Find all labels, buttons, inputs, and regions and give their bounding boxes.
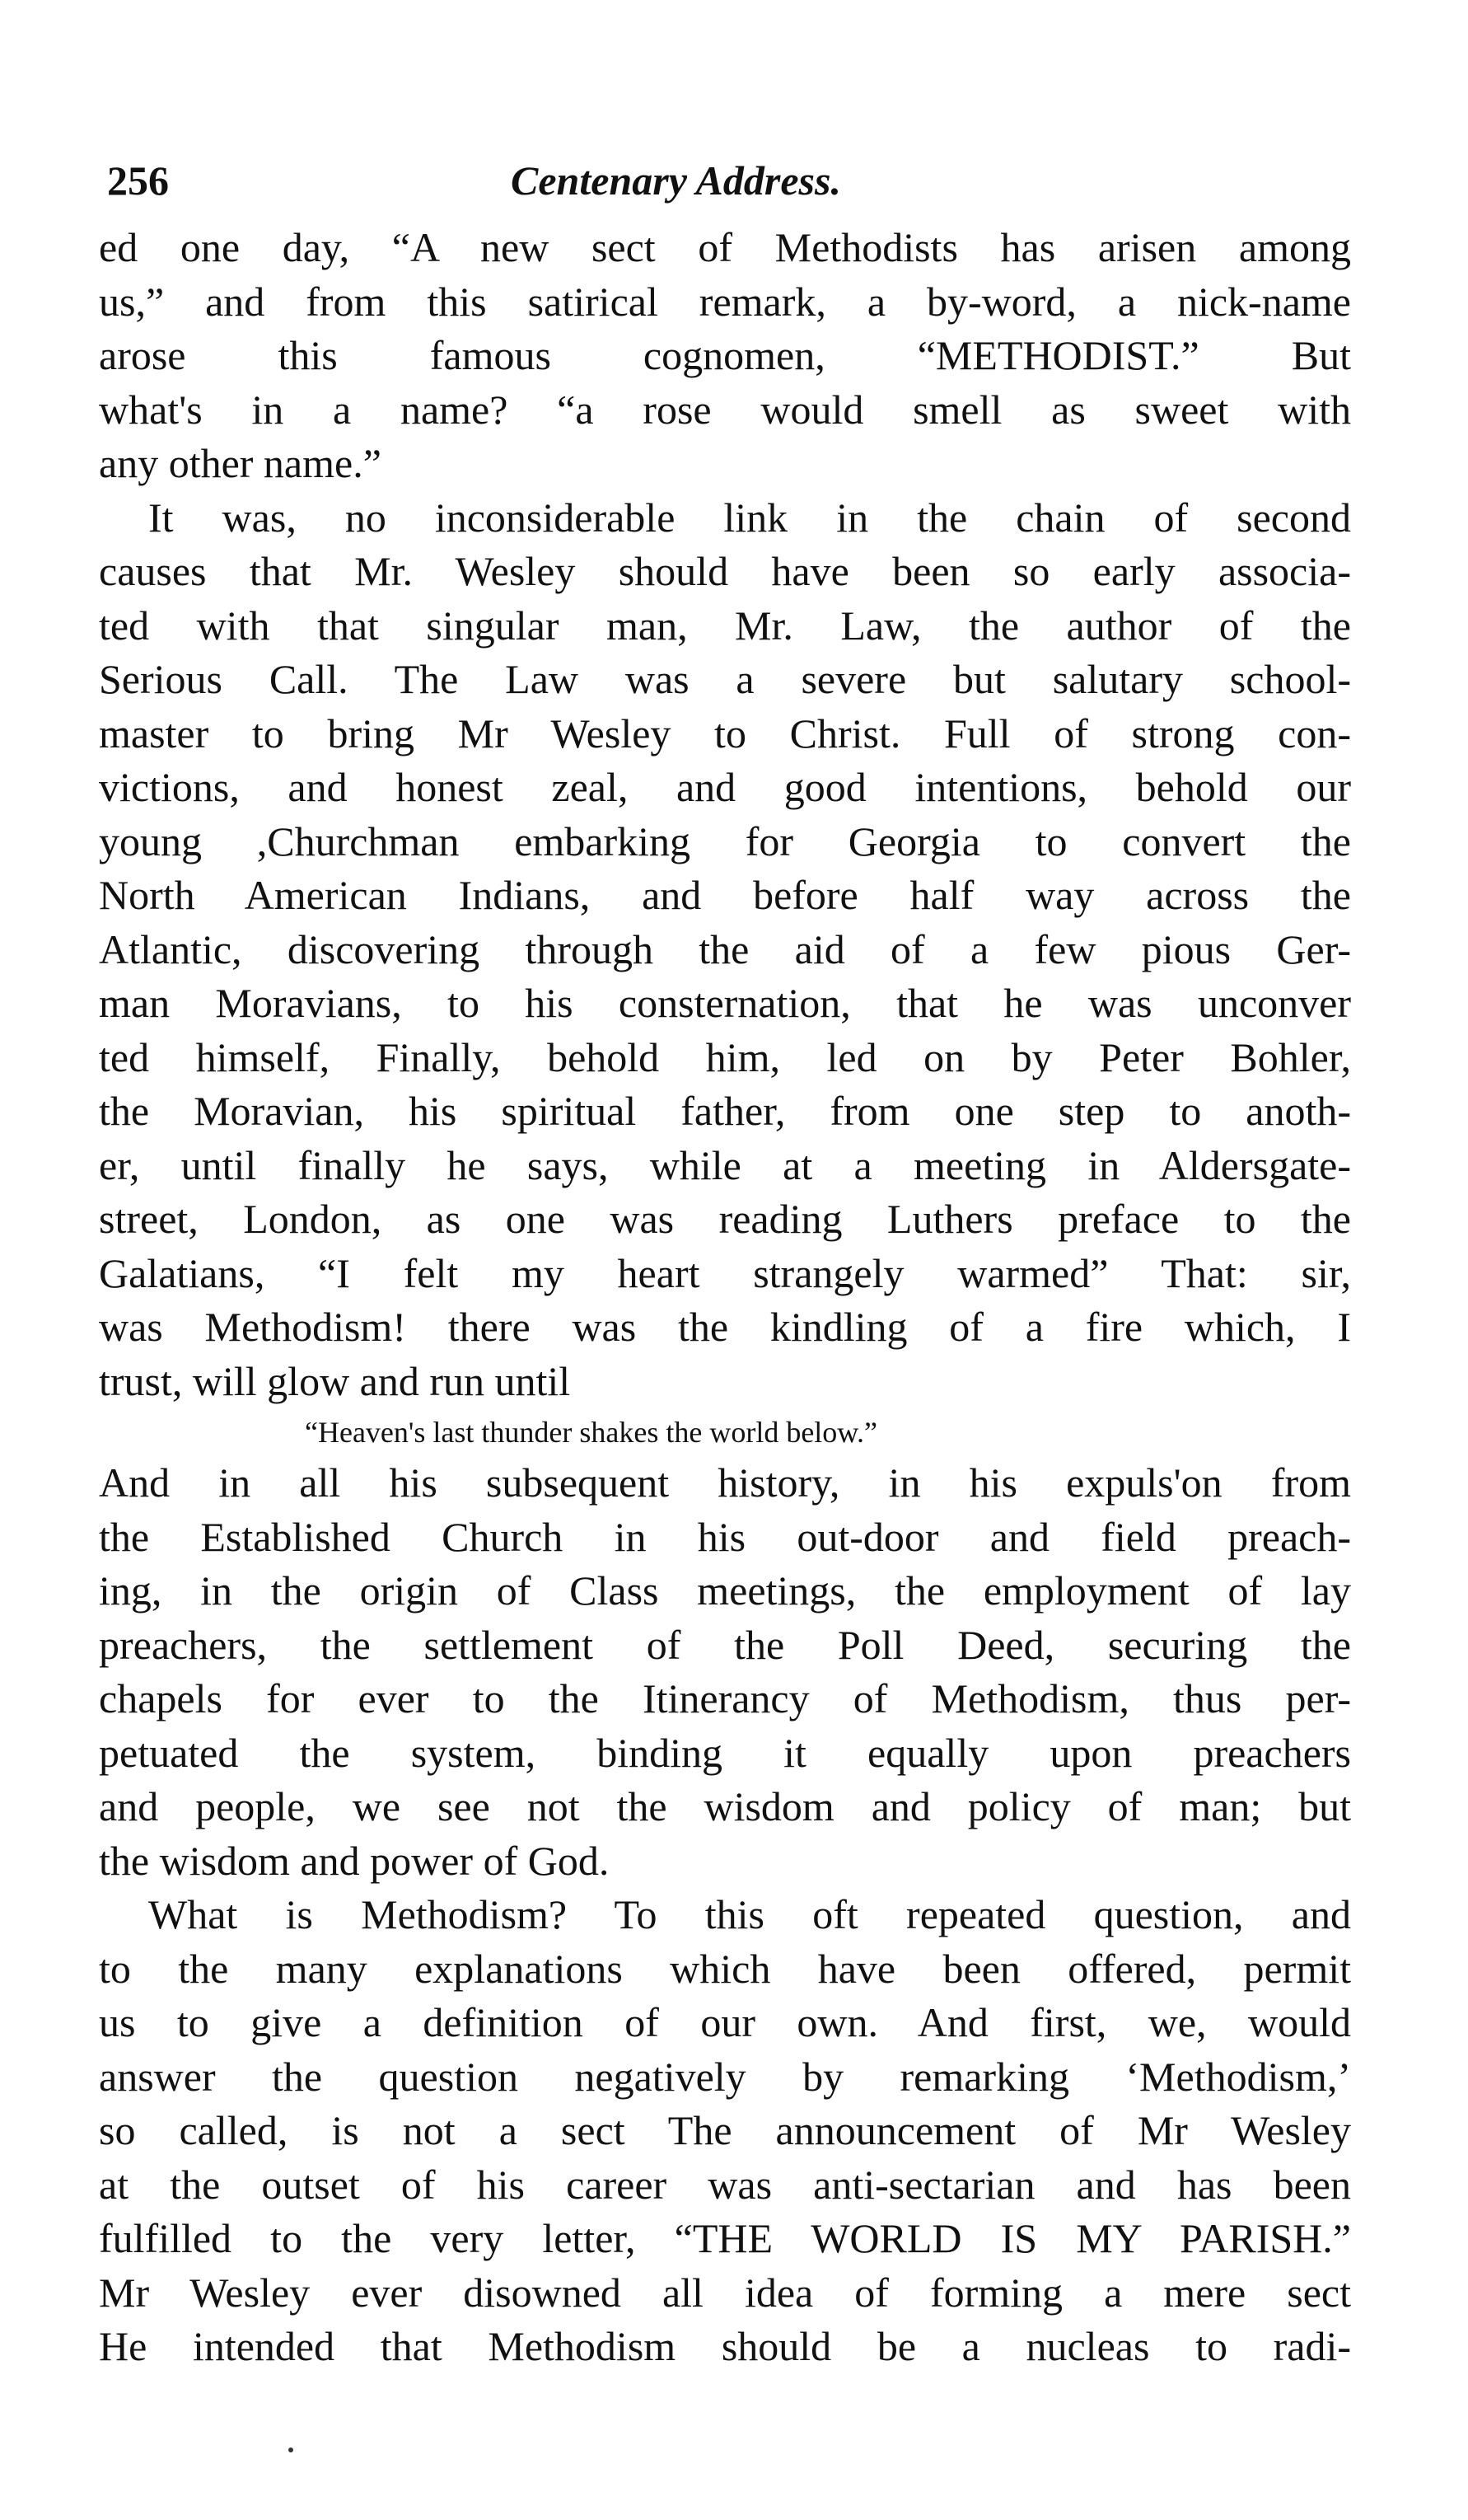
print-speck [288, 2447, 293, 2452]
text-line: ed one day, “A new sect of Methodists has arisen among [99, 224, 1351, 270]
text-line: Atlantic, discovering through the aid of a few pious Ger- [99, 925, 1351, 972]
text-line: petuated the system, binding it equally upon preachers [99, 1729, 1351, 1776]
body-text [99, 221, 1351, 2374]
text-line: the Moravian, his spiritual father, from one step to anoth- [99, 1088, 1351, 1134]
text-line: What is Methodism? To this oft repeated question, and [148, 1891, 1351, 1937]
running-title: Centenary Address. [511, 157, 841, 204]
text-line: master to bring Mr Wesley to Christ. Full of strong con- [99, 710, 1351, 756]
text-line: the Established Church in his out-door and field preach- [99, 1513, 1351, 1560]
text-line: And in all his subsequent history, in his expuls'on from [99, 1459, 1351, 1506]
text-line: fulfilled to the very letter, “THE WORLD IS MY PARISH.” [99, 2215, 1351, 2261]
text-line: young ,Churchman embarking for Georgia to convert the [99, 817, 1351, 864]
text-line: what's in a name? “a rose would smell as sweet with [99, 386, 1351, 433]
page-header [107, 157, 1343, 222]
text-line: street, London, as one was reading Luthers preface to the [99, 1196, 1351, 1242]
quotation: “Heaven's last thunder shakes the world below.” [305, 1416, 877, 1449]
page-number: 256 [107, 157, 169, 204]
text-line: victions, and honest zeal, and good intentions, behold our [99, 764, 1351, 810]
text-line: chapels for ever to the Itinerancy of Methodism, thus per- [99, 1675, 1351, 1721]
text-line: was Methodism! there was the kindling of a fire which, I [99, 1304, 1351, 1350]
text-line: Galatians, “I felt my heart strangely warmed” That: sir, [99, 1249, 1351, 1296]
text-line: and people, we see not the wisdom and policy of man; but [99, 1783, 1351, 1829]
text-line: ted himself, Finally, behold him, led on by Peter Bohler, [99, 1033, 1351, 1080]
text-line: Serious Call. The Law was a severe but salutary school- [99, 656, 1351, 702]
text-line: us to give a definition of our own. And first, we, would [99, 1999, 1351, 2045]
text-line: to the many explanations which have been offered, permit [99, 1945, 1351, 1992]
text-line: so called, is not a sect The announcement of Mr Wesley [99, 2107, 1351, 2153]
text-line: er, until finally he says, while at a meeting in Aldersgate- [99, 1141, 1351, 1188]
text-line: He intended that Methodism should be a nucleas to radi- [99, 2323, 1351, 2369]
text-line: the wisdom and power of God. [99, 1837, 610, 1884]
text-line: North American Indians, and before half way across the [99, 872, 1351, 918]
text-line: arose this famous cognomen, “METHODIST.” But [99, 332, 1351, 378]
text-line: answer the question negatively by remarking ‘Methodism,’ [99, 2053, 1351, 2100]
text-line: causes that Mr. Wesley should have been so early associa- [99, 548, 1351, 594]
text-line: preachers, the settlement of the Poll Deed, securing the [99, 1621, 1351, 1668]
text-line: at the outset of his career was anti-sectarian and has been [99, 2161, 1351, 2208]
text-line: us,” and from this satirical remark, a by-word, a nick-name [99, 278, 1351, 325]
text-line: trust, will glow and run until [99, 1357, 571, 1404]
text-line: It was, no inconsiderable link in the chain of second [148, 494, 1351, 541]
text-line: ted with that singular man, Mr. Law, the author of the [99, 602, 1351, 649]
text-line: ing, in the origin of Class meetings, the employment of lay [99, 1567, 1351, 1614]
text-line: Mr Wesley ever disowned all idea of forming a mere sect [99, 2269, 1351, 2316]
text-line: any other name.” [99, 440, 381, 486]
text-line: man Moravians, to his consternation, that he was unconver [99, 980, 1351, 1026]
